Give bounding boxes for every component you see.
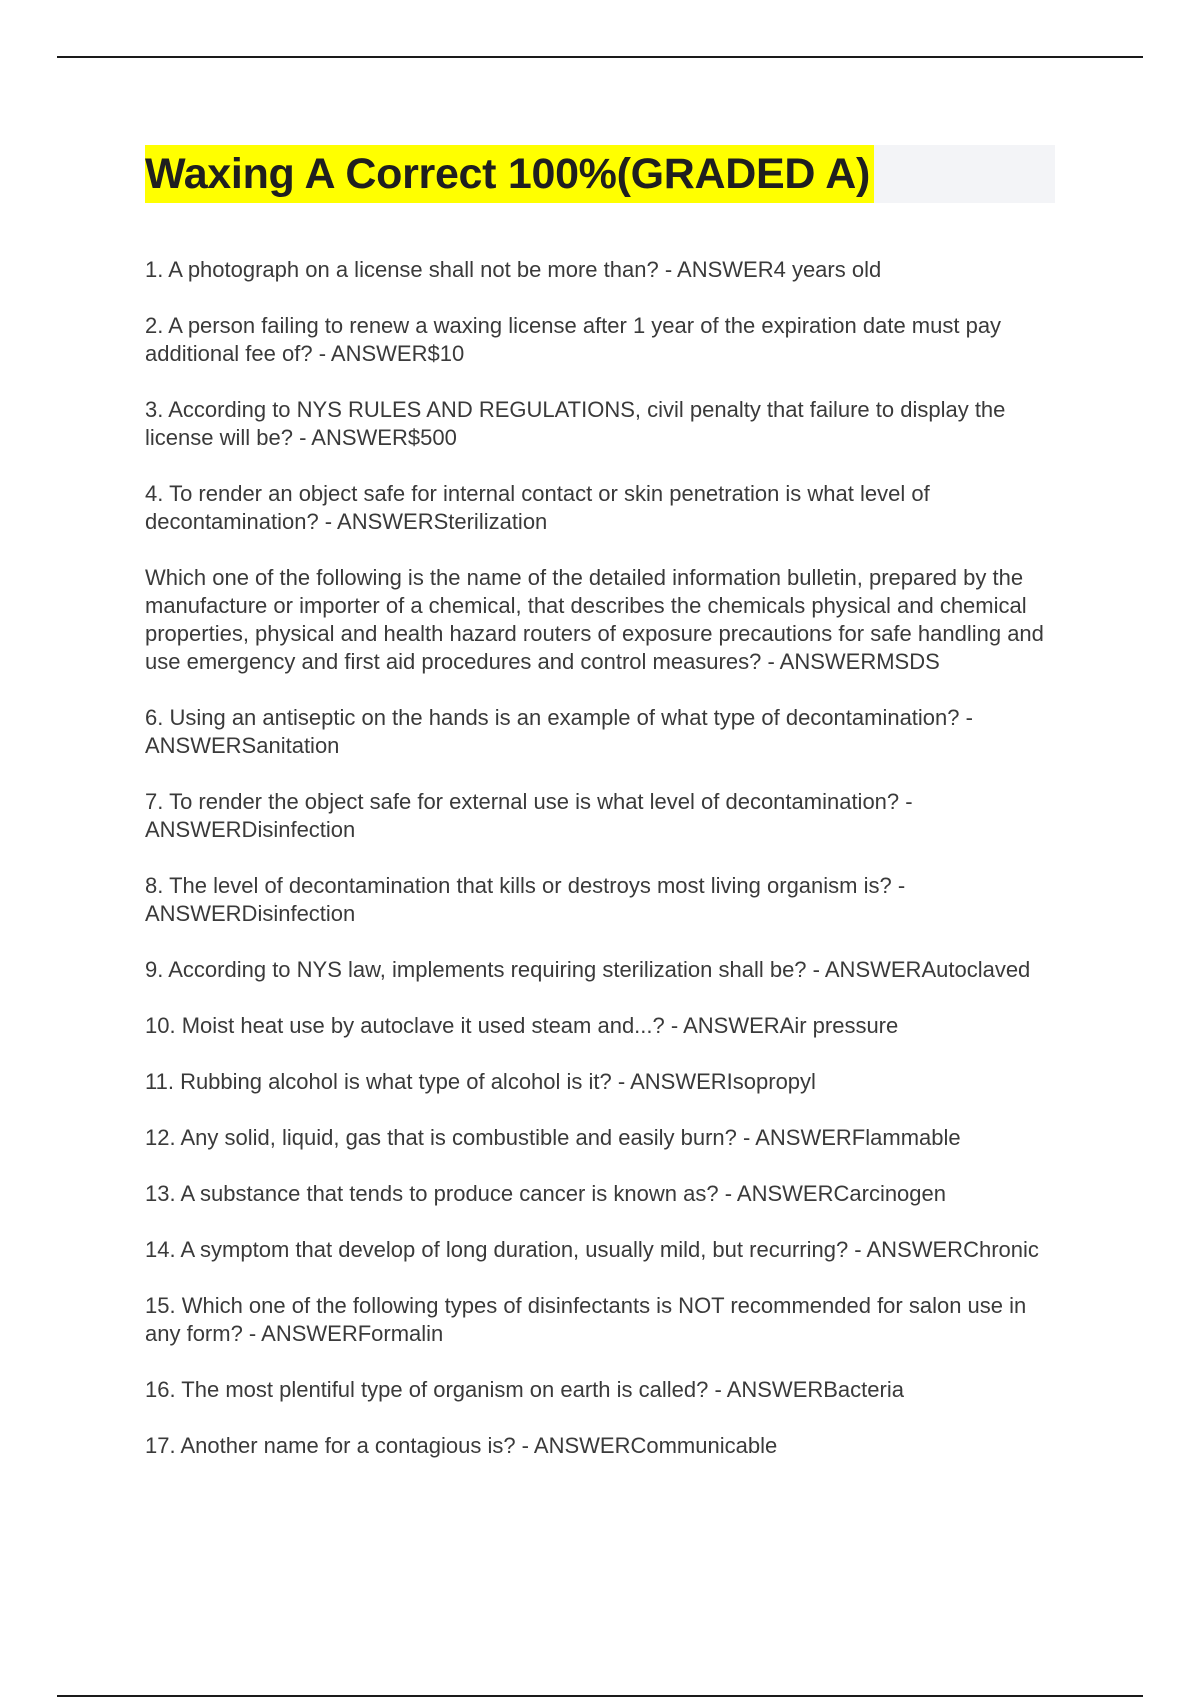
question-item: 10. Moist heat use by autoclave it used steam and...? - ANSWERAir pressure: [145, 1013, 899, 1038]
question-item: 11. Rubbing alcohol is what type of alcohol is it? - ANSWERIsopropyl: [145, 1069, 816, 1094]
question-item: 1. A photograph on a license shall not be more than? - ANSWER4 years old: [145, 257, 882, 282]
question-item: 4. To render an object safe for internal contact or skin penetration is what level of decontamination? - ANSWERSterilization: [145, 481, 930, 534]
bottom-divider: [57, 1695, 1143, 1697]
question-item: 7. To render the object safe for external use is what level of decontamination? - ANSWERDisinfection: [145, 789, 913, 842]
question-item: 3. According to NYS RULES AND REGULATIONS, civil penalty that failure to display the license will be? - ANSWER$500: [145, 397, 1006, 450]
title-bar: [145, 145, 1055, 203]
question-item: Which one of the following is the name of the detailed information bulletin, prepared by the manufacture or importer of a chemical, that describes the chemicals physical and chemical properties, physical and health hazard routers of exposure precautions for safe handling and use emergency and first aid procedures and control measures? - ANSWERMSDS: [145, 565, 1044, 674]
question-item: 8. The level of decontamination that kills or destroys most living organism is? - ANSWERDisinfection: [145, 873, 906, 926]
question-item: 15. Which one of the following types of disinfectants is NOT recommended for salon use in any form? - ANSWERFormalin: [145, 1293, 1027, 1346]
question-item: 14. A symptom that develop of long duration, usually mild, but recurring? - ANSWERChronic: [145, 1237, 1039, 1262]
question-item: 12. Any solid, liquid, gas that is combustible and easily burn? - ANSWERFlammable: [145, 1125, 961, 1150]
question-item: 2. A person failing to renew a waxing license after 1 year of the expiration date must pay additional fee of? - ANSWER$10: [145, 313, 1002, 366]
top-divider: [57, 56, 1143, 58]
question-list: [145, 256, 1055, 1460]
document-title: Waxing A Correct 100%(GRADED A): [145, 145, 874, 203]
question-item: 6. Using an antiseptic on the hands is an example of what type of decontamination? - ANSWERSanitation: [145, 705, 973, 758]
document-body: [145, 145, 1055, 1488]
question-item: 9. According to NYS law, implements requiring sterilization shall be? - ANSWERAutoclaved: [145, 957, 1031, 982]
question-item: 16. The most plentiful type of organism on earth is called? - ANSWERBacteria: [145, 1377, 904, 1402]
question-item: 13. A substance that tends to produce cancer is known as? - ANSWERCarcinogen: [145, 1181, 947, 1206]
question-item: 17. Another name for a contagious is? - ANSWERCommunicable: [145, 1433, 778, 1458]
